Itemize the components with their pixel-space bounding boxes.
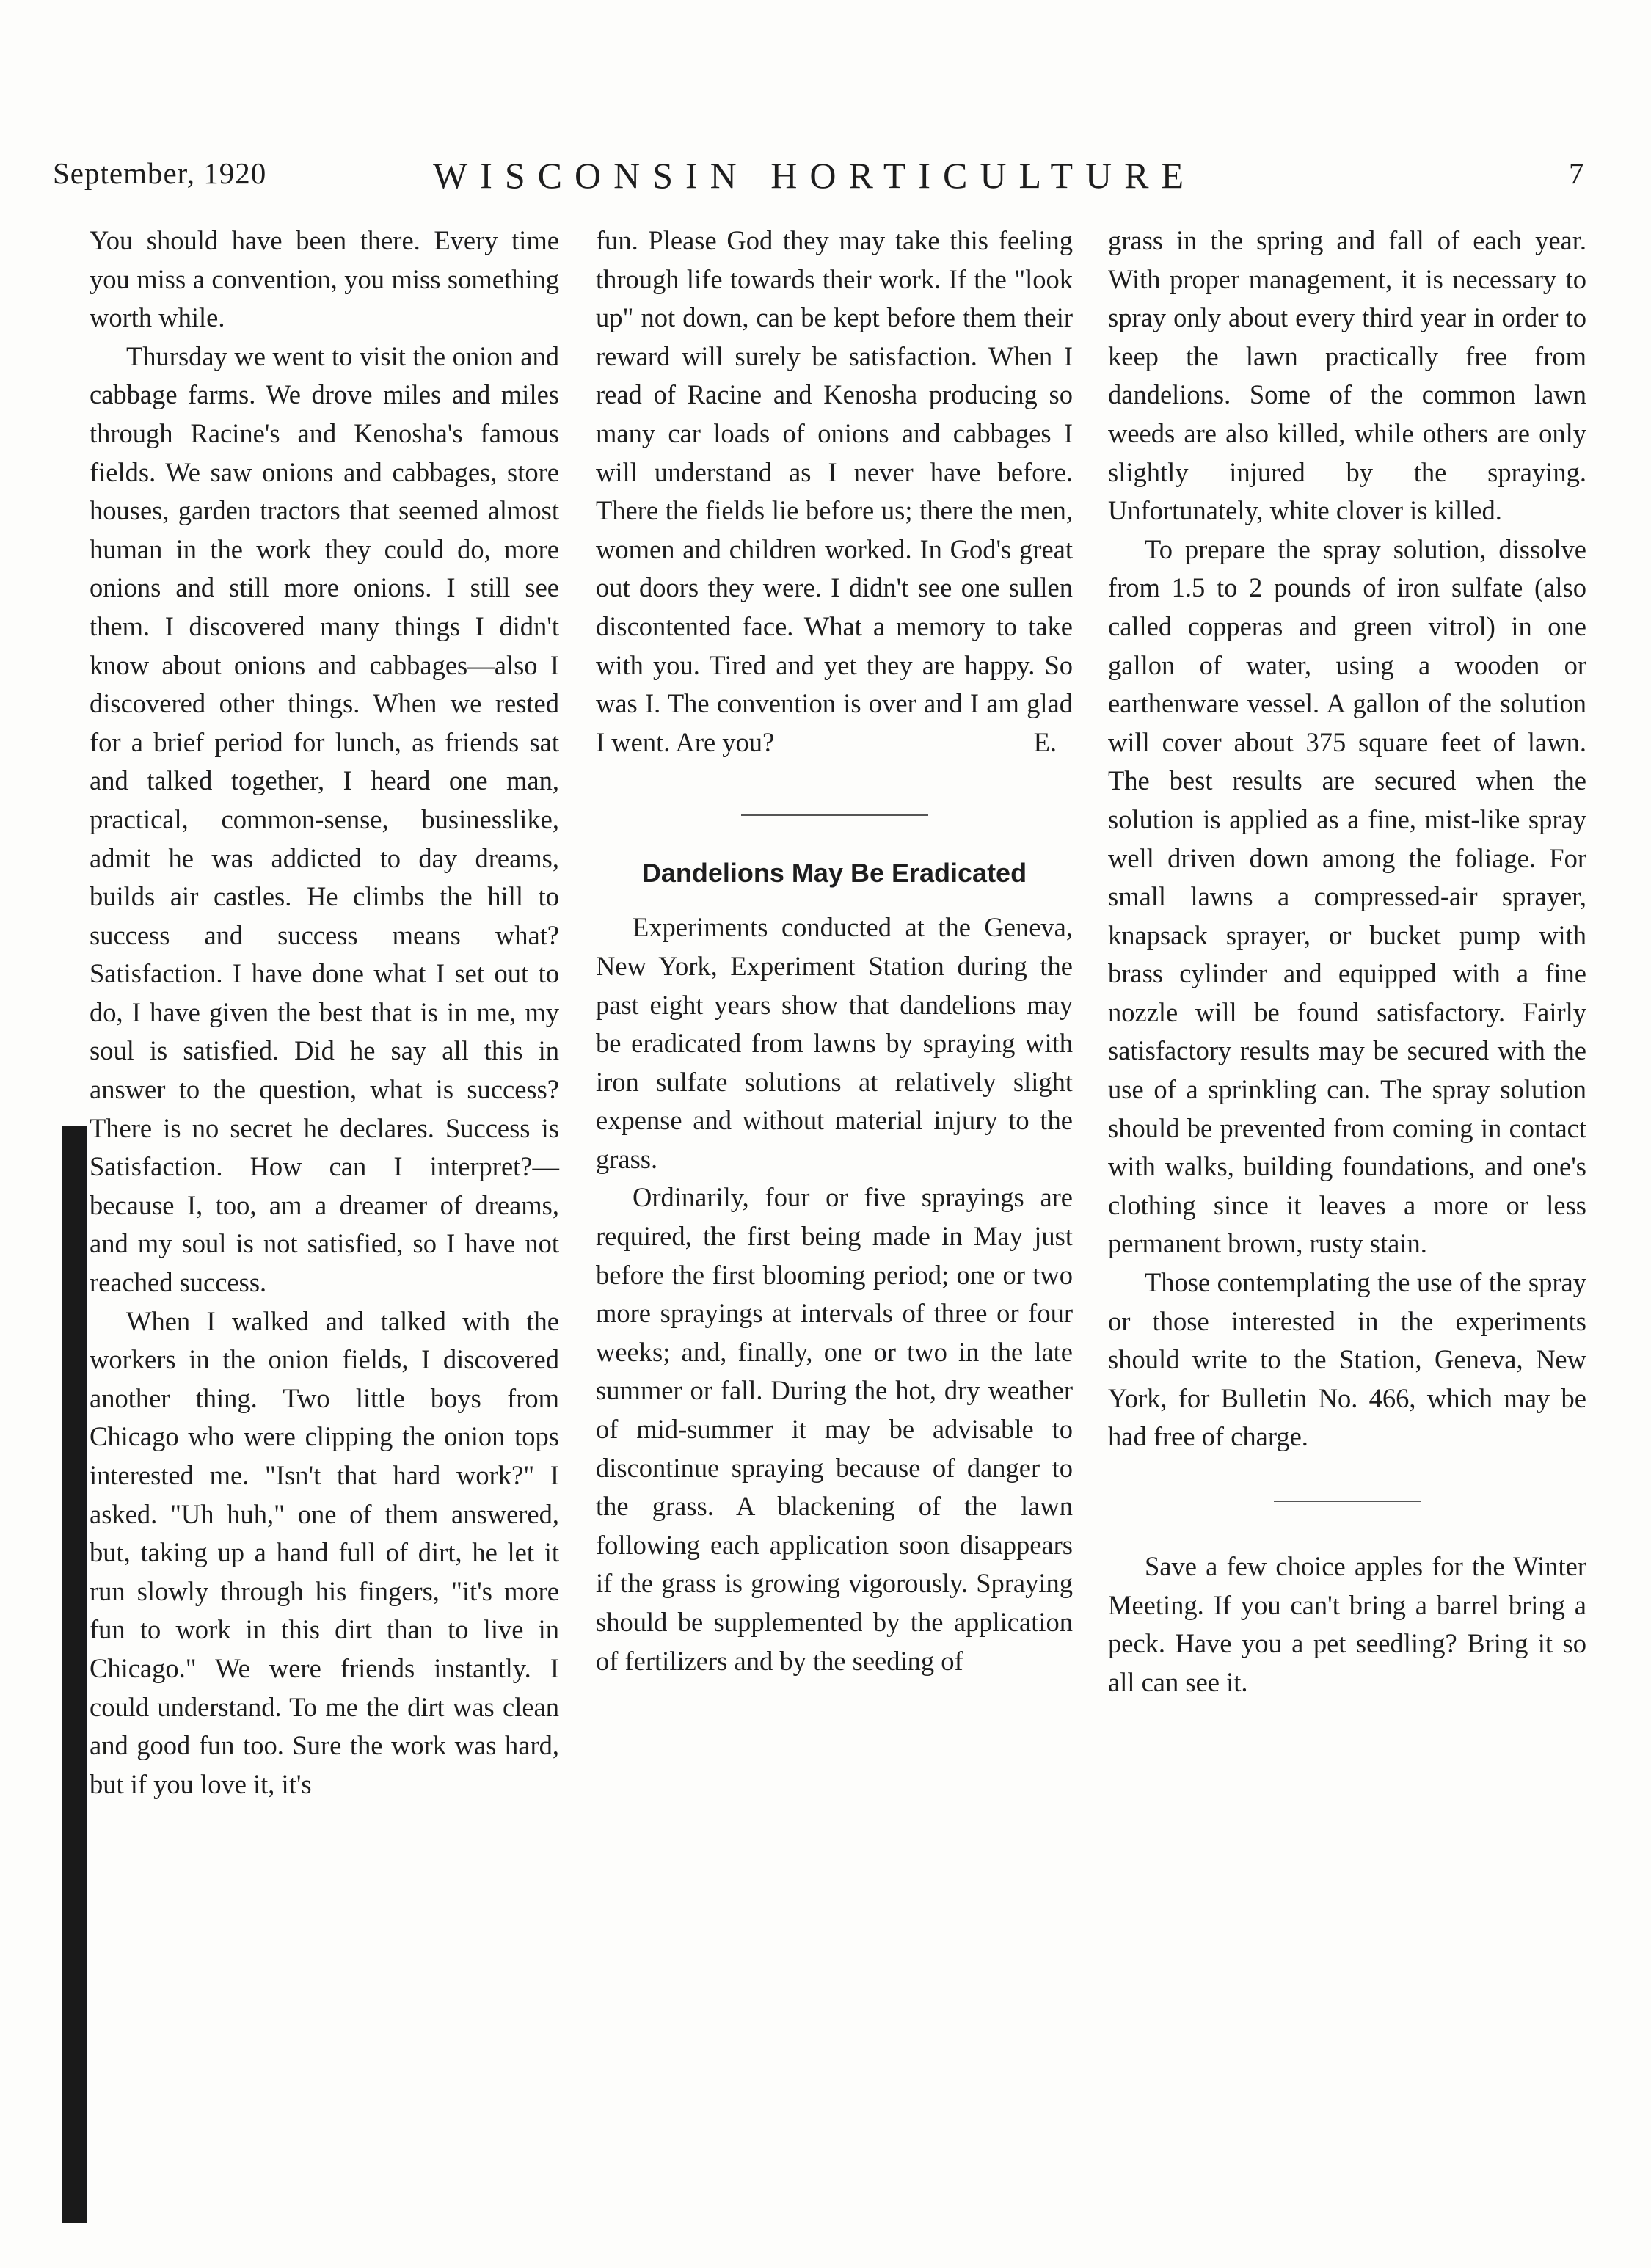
convention-paragraph-2: Thursday we went to visit the onion and cabbage farms. We drove miles and miles through Racine's and Kenosha's famous fields. We saw onions and cabbages, store houses, garden tractors that seemed almost human in the work they could do, more onions and still more onions. I still see them. I discovered many things I didn't know about onions and cabbages—also I discovered other things. When we rested for a brief period for lunch, as friends sat and talked together, I heard one man, practical, common-sense, businesslike, admit he was addicted to day dreams, builds air castles. He climbs the hill to success and success means what? Satisfaction. I have done what I set out to do, I have given the best that is in me, my soul is satisfied. Did he say all this in answer to the question, what is success? There is no secret he declares. Success is Satisfaction. How can I interpret?—because I, too, am a dreamer of dreams, and my soul is not satisfied, so I have not reached success. <box>90 340 559 1298</box>
convention-paragraph-1: You should have been there. Every time you miss a convention, you miss something worth while. <box>90 225 559 333</box>
dandelion-paragraph-5: Those contemplating the use of the spray or those interested in the experiments should write to the Station, Geneva, New York, for Bulletin No. 466, which may be had free of charge. <box>1108 1267 1586 1452</box>
page-number: 7 <box>1569 156 1584 190</box>
scan-edge-shadow <box>62 1126 87 2223</box>
dandelion-paragraph-1: Experiments conducted at the Geneva, New York, Experiment Station during the past eight years show that dandelions may be eradicated from lawns by spraying with iron sulfate solutions at relatively slight expense and without material injury to the grass. <box>596 912 1073 1174</box>
article-signature: E. <box>1033 726 1057 757</box>
convention-paragraph-3: When I walked and talked with the workers in the onion fields, I discovered another thing. Two little boys from Chicago who were clipping the onion tops interested me. "Isn't that hard work?" I asked. "Uh huh," one of them answered, but, taking up a hand full of dirt, he let it run slowly through his fingers, "it's more fun to work in this dirt than to live in Chicago." We were friends instantly. I could understand. To me the dirt was clean and good fun too. Sure the work was hard, but if you love it, it's <box>90 1305 559 1799</box>
dandelion-headline: Dandelions May Be Eradicated <box>641 858 1027 889</box>
apple-notice: Save a few choice apples for the Winter Meeting. If you can't bring a barrel bring a peck. Have you a pet seedling? Bring it so all can see it. <box>1108 1551 1586 1697</box>
column-2 <box>596 222 1073 1680</box>
convention-paragraph-4: fun. Please God they may take this feeling through life towards their work. If the "look up" not down, can be kept before them their reward will surely be satisfaction. When I read of Racine and Kenosha producing so many car loads of onions and cabbages I will understand as I never have before. There the fields lie before us; there the men, women and children worked. In God's great out doors they were. I didn't see one sullen discontented face. What a memory to take with you. Tired and yet they are happy. So was I. The convention is over and I am glad I went. Are you? <box>596 225 1073 757</box>
dandelion-paragraph-4: To prepare the spray solution, dissolve from 1.5 to 2 pounds of iron sulfate (also called copperas and green vitrol) in one gallon of water, using a wooden or earthenware vessel. A gallon of the solution will cover about 375 square feet of lawn. The best results are secured when the solution is applied as a fine, mist-like spray well driven down among the foliage. For small lawns a compressed-air sprayer, knapsack sprayer, or bucket pump with brass cylinder and equipped with a fine nozzle will be found satisfactory. Fairly satisfactory results may be secured with the use of a sprinkling can. The spray solution should be prevented from coming in contact with walks, building foundations, and one's clothing since it leaves a more or less permanent brown, rusty stain. <box>1108 533 1586 1259</box>
column-1 <box>90 222 559 1804</box>
column-3 <box>1108 222 1586 1702</box>
dandelion-paragraph-2: Ordinarily, four or five sprayings are required, the first being made in May just before the first blooming period; one or two more sprayings at intervals of three or four weeks; and, finally, one or two in the late summer or fall. During the hot, dry weather of mid-summer it may be advisable to discontinue spraying because of danger to the grass. A blackening of the lawn following each application soon disappears if the grass is growing vigorously. Spraying should be supplemented by the application of fertilizers and by the seeding of <box>596 1182 1073 1676</box>
dandelion-paragraph-3: grass in the spring and fall of each year. With proper management, it is necessary to spray only about every third year in order to keep the lawn practically free from dandelions. Some of the common lawn weeds are also killed, while others are only slightly injured by the spraying. Unfortunately, white clover is killed. <box>1108 225 1586 526</box>
magazine-title: WISCONSIN HORTICULTURE <box>433 155 1196 196</box>
issue-date: September, 1920 <box>53 156 267 190</box>
